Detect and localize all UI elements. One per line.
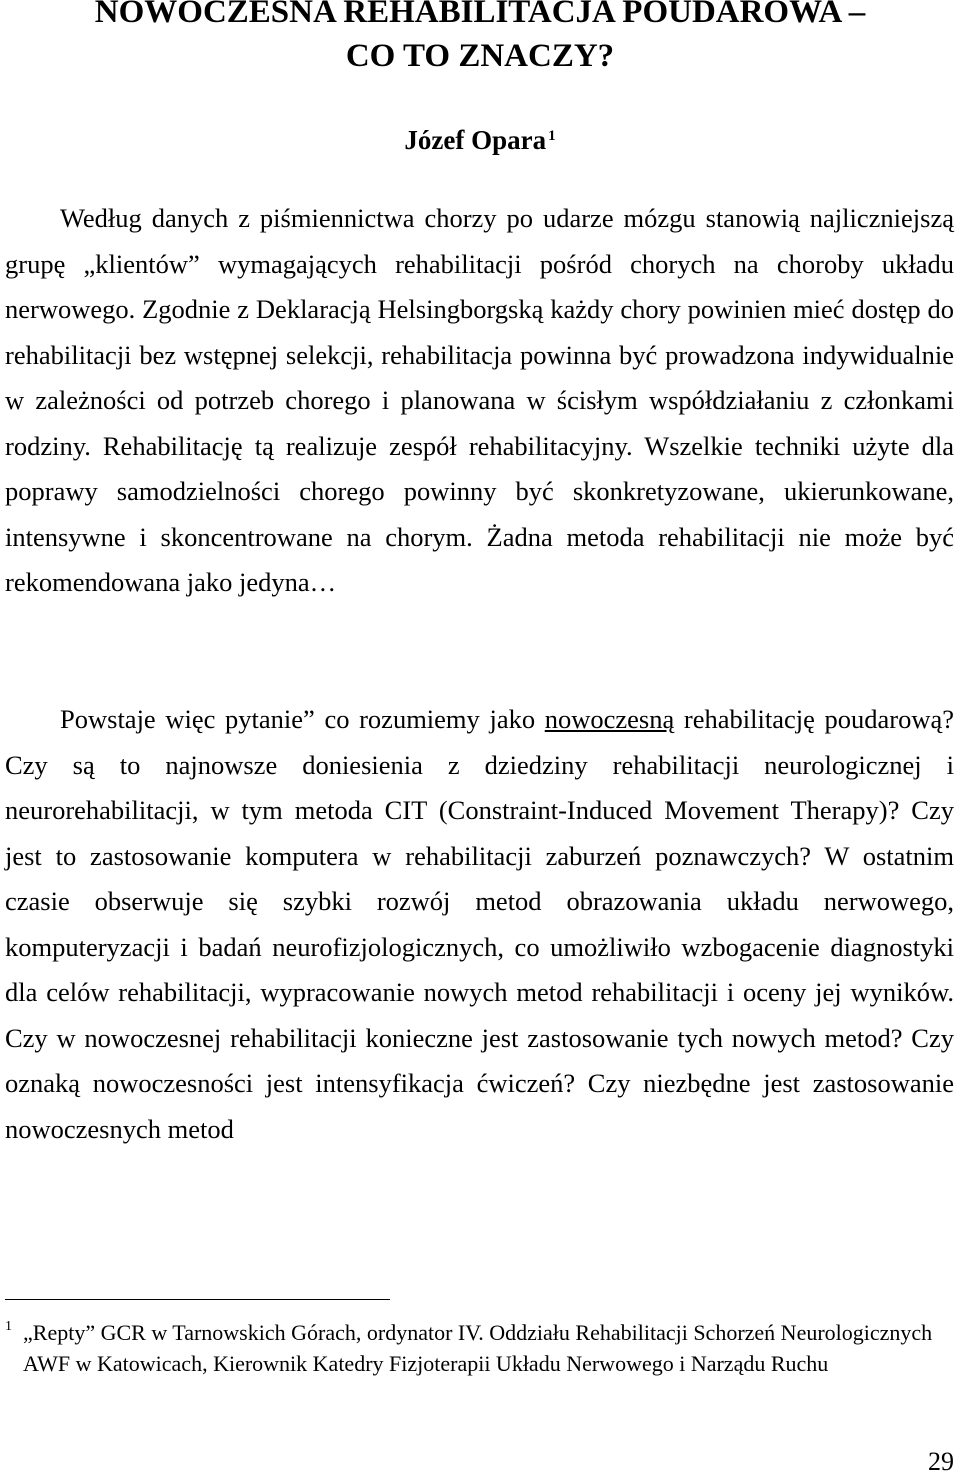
- author-line: [0, 122, 960, 158]
- paragraph-2-text-start: Powstaje więc pytanie” co rozumiemy jako: [60, 704, 545, 734]
- page-number: 29: [928, 1447, 954, 1476]
- underlined-term: nowoczesną: [544, 704, 675, 734]
- document-title-line-1: NOWOCZESNA REHABILITACJA POUDAROWA –: [94, 0, 866, 30]
- footnote: [5, 1317, 945, 1379]
- footnote-marker: 1: [5, 1319, 12, 1334]
- paragraph-1-text: Według danych z piśmiennictwa chorzy po udarze mózgu stanowią najliczniejszą grupę „klientów” wymagających rehabilitacji pośród chorych na choroby układu nerwowego. Zgodnie z Deklaracją Helsingborgską każdy chory powinien mieć dostęp do rehabilitacji bez wstępnej selekcji, rehabilitacja powinna być prowadzona indywidualnie w zależności od potrzeb chorego i planowana w ścisłym współdziałaniu z członkami rodziny. Rehabilitację tą realizuje zespół rehabilitacyjny. Wszelkie techniki użyte dla poprawy samodzielności chorego powinny być skonkretyzowane, ukierunkowane, intensywne i skoncentrowane na chorym. Żadna metoda rehabilitacji nie może być rekomendowana jako jedyna…: [5, 203, 954, 597]
- footnote-separator: [5, 1299, 390, 1300]
- paragraph-2-text-end: rehabilitację poudarową? Czy są to najnowsze doniesienia z dziedziny rehabilitacji neurologicznej i neurorehabilitacji, w tym metoda CIT (Constraint-Induced Movement Therapy)? Czy jest to zastosowanie komputera w rehabilitacji zaburzeń poznawczych? W ostatnim czasie obserwuje się szybki rozwój metod obrazowania układu nerwowego, komputeryzacji i badań neurofizjologicznych, co umożliwiło wzbogacenie diagnostyki dla celów rehabilitacji, wypracowanie nowych metod rehabilitacji i oceny jej wyników. Czy w nowoczesnej rehabilitacji konieczne jest zastosowanie tych nowych metod? Czy oznaką nowoczesności jest intensyfikacja ćwiczeń? Czy niezbędne jest zastosowanie nowoczesnych metod: [5, 704, 954, 1144]
- author-name: Józef Opara: [404, 125, 547, 155]
- paragraph-2: [5, 697, 954, 1152]
- paragraph-1: [5, 196, 954, 606]
- document-title-line-2: CO TO ZNACZY?: [345, 38, 615, 74]
- footnote-text: „Repty” GCR w Tarnowskich Górach, ordynator IV. Oddziału Rehabilitacji Schorzeń Neurologicznych AWF w Katowicach, Kierownik Katedry Fizjoterapii Układu Nerwowego i Narządu Ruchu: [23, 1320, 933, 1376]
- author-footnote-marker: 1: [548, 128, 556, 144]
